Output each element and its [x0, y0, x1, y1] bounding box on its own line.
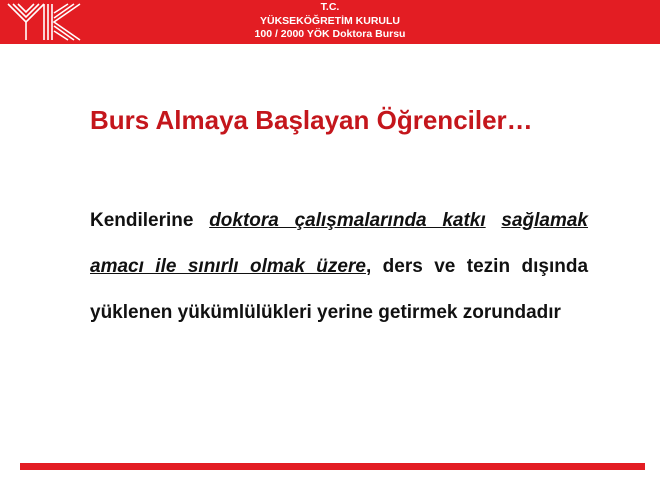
header-line-program: 100 / 2000 YÖK Doktora Bursu — [254, 28, 406, 40]
header-bar — [0, 0, 660, 44]
body-emphasis-1: doktora çalışmalarında katkı — [209, 210, 486, 231]
slide-title: Burs Almaya Başlayan Öğrenciler… — [90, 105, 533, 135]
body-text-part2: , ders ve tezin dışında yüklenen yükümlülükleri yerine getirmek zorundadır — [90, 256, 589, 323]
slide-body-text — [90, 198, 588, 336]
header-line-tc: T.C. — [320, 1, 340, 13]
footer-bar — [20, 463, 645, 470]
header-line-institution: YÜKSEKÖĞRETİM KURULU — [259, 14, 400, 27]
body-text-space — [486, 210, 502, 231]
header-text — [0, 0, 660, 42]
body-emphasis-2: sağlamak amacı ile sınırlı olmak üzere — [90, 210, 589, 277]
body-text-part1: Kendilerine — [90, 210, 210, 231]
